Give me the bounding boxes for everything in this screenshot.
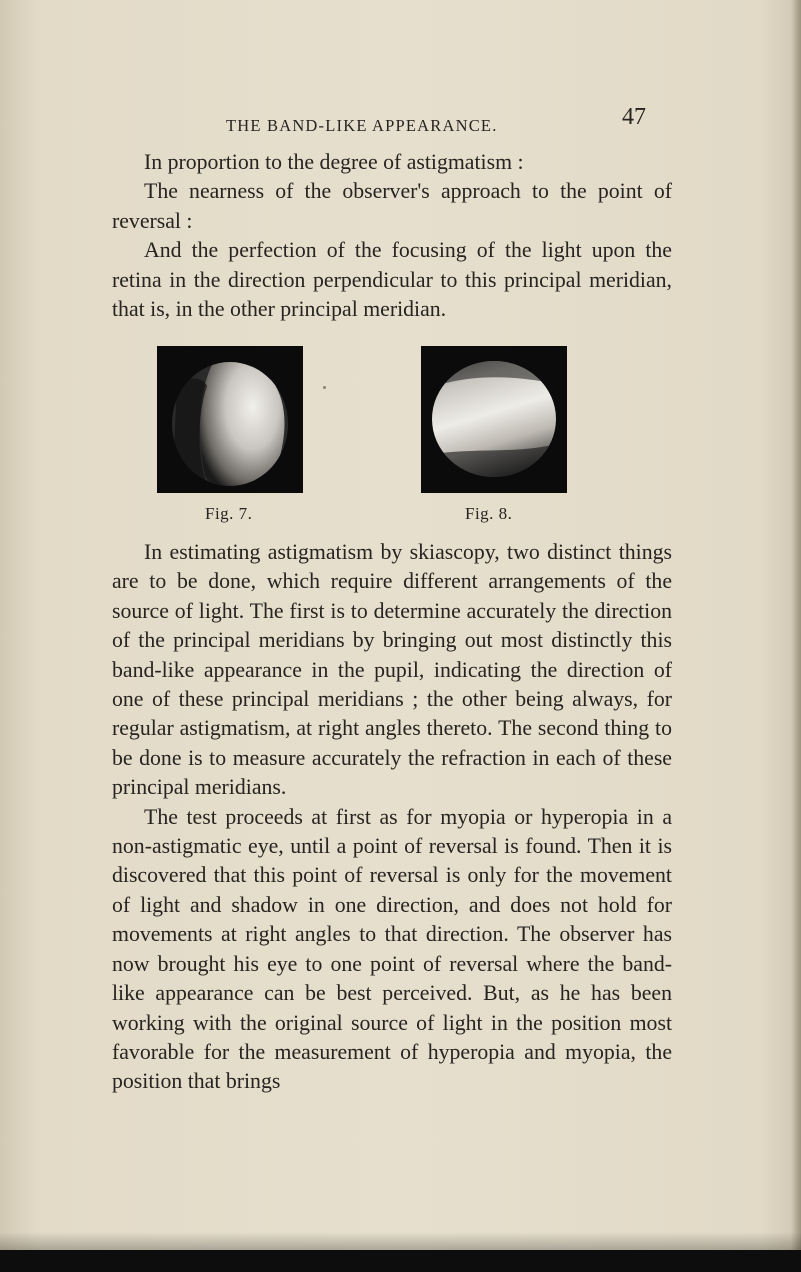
page-number: 47: [622, 104, 646, 130]
paragraph: And the perfection of the focusing of the light upon the retina in the direction perpendicular to this principal meridian, that is, in the other principal meridian.: [112, 238, 672, 322]
paragraph: In estimating astigmatism by skiascopy, two distinct things are to be done, which require different arrangements of the source of light. The first is to determine accurately the direction of the principal meridians by bringing out most distinctly this band-like appearance in the pupil, indicating the direction of one of these principal meridians ; the other being always, for regular astigmatism, at right angles thereto. The second thing to be done is to measure accurately the refraction in each of these principal meridians.: [112, 540, 672, 800]
scan-bottom-edge: [0, 1250, 801, 1272]
running-head: THE BAND-LIKE APPEARANCE.: [226, 116, 498, 135]
illuminated-pupil-oblique-band-icon: [157, 346, 303, 493]
body-text-block: [112, 538, 672, 1097]
figure-8-caption: Fig. 8.: [465, 504, 513, 523]
paragraph: The nearness of the observer's approach to the point of reversal :: [112, 179, 672, 233]
figure-7-caption: Fig. 7.: [205, 504, 253, 523]
speck: [323, 386, 326, 389]
paragraph: The test proceeds at first as for myopia or hyperopia in a non-astigmatic eye, until a point of reversal is found. Then it is discovered that this point of reversal is only for the movement of light and shadow in one direction, and does not hold for movements at right angles to that direction. The observer has now brought his eye to one point of reversal where the band-like appearance can be best perceived. But, as he has been working with the original source of light in the position most favorable for the measurement of hyperopia and myopia, the position that brings: [112, 804, 672, 1094]
page-edge-shadow: [791, 0, 801, 1272]
paragraph: In proportion to the degree of astigmatism :: [144, 150, 524, 174]
figure-8-image: [421, 346, 567, 493]
figure-7-image: [157, 346, 303, 493]
scan-shadow: [0, 1232, 801, 1250]
intro-text-block: [112, 148, 672, 324]
illuminated-pupil-horizontal-band-icon: [421, 346, 567, 493]
